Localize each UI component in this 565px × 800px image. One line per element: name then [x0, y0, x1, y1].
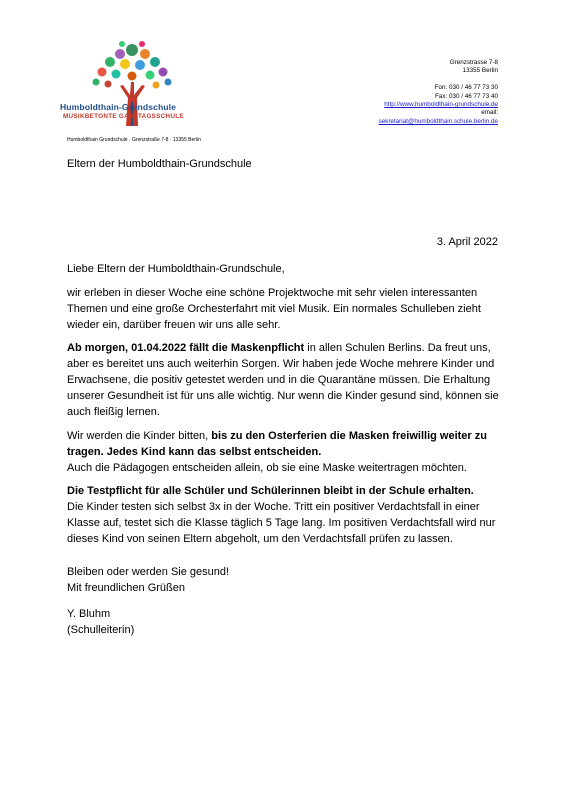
- paragraph-4-text: Die Kinder testen sich selbst 3x in der Woche. Tritt ein positiver Verdachtsfall in einer Klasse auf, testet sich die Klasse täglich 5 Tage lang. Im positiven Verdachtsfall wird nur dieses Kind von seinen Eltern abgeholt, um den Verdachtsfall prüfen zu lassen.: [67, 501, 496, 546]
- email-link[interactable]: sekretariat@humboldthain.schule.berlin.de: [378, 117, 498, 125]
- closing-line-2: Mit freundlichen Grüßen: [67, 581, 185, 594]
- sender-line: Humboldthain Grundschule · Grenzstraße 7-8 · 13355 Berlin: [67, 137, 201, 143]
- school-logo-subtitle: MUSIKBETONTE GANZTAGSSCHULE: [63, 113, 184, 120]
- paragraph-3: [67, 429, 507, 461]
- paragraph-3-start: Wir werden die Kinder bitten,: [67, 429, 212, 442]
- contact-phone: Fon: 030 / 46 77 73 30: [434, 84, 498, 92]
- salutation: Liebe Eltern der Humboldthain-Grundschule,: [67, 263, 285, 275]
- paragraph-2: [67, 341, 507, 421]
- contact-block: [379, 59, 498, 126]
- letter-date: 3. April 2022: [436, 236, 498, 248]
- paragraph-4-bold: Die Testpflicht für alle Schüler und Schülerinnen bleibt in der Schule erhalten.: [67, 485, 474, 498]
- contact-fax: Fax: 030 / 46 77 73 40: [434, 92, 498, 100]
- paragraph-2-text: in allen Schulen Berlins. Da freut uns, aber es bereitet uns auch weiterhin Sorgen. Wir haben jede Woche mehrere Kinder und Erwachsene, die positiv getestet werden und in die Quarantäne müssen. Die Erhaltung unserer Gesundheit ist für uns alle wichtig. Nur wenn die Kinder gesund sind, können sie auch fleißig lernen.: [67, 342, 499, 419]
- paragraph-3-line-2: Auch die Pädagogen entscheiden allein, ob sie eine Maske weitertragen möchten.: [67, 461, 467, 474]
- school-logo-name: Humboldthain-Grundschule: [60, 102, 177, 112]
- signer-name: Y. Bluhm: [67, 607, 111, 620]
- letter-body: [67, 262, 507, 556]
- closing-line-1: Bleiben oder werden Sie gesund!: [67, 566, 230, 578]
- recipient: Eltern der Humboldthain-Grundschule: [67, 158, 252, 170]
- paragraph-1: wir erleben in dieser Woche eine schöne Projektwoche mit sehr vielen interessanten Themen und eine große Orchesterfahrt mit viel Musik. Ein normales Schulleben zieht wieder ein, darüber freuen wir uns alle sehr.: [67, 286, 481, 331]
- paragraph-4: [67, 484, 507, 548]
- closing-lines: [67, 565, 229, 597]
- signer-role: (Schulleiterin): [67, 623, 135, 636]
- paragraph-3-bold: bis zu den Osterferien die Masken freiwillig weiter zu tragen. Jedes Kind kann das selbst entscheiden.: [67, 429, 487, 458]
- paragraph-2-bold: Ab morgen, 01.04.2022 fällt die Maskenpflicht: [67, 342, 305, 355]
- contact-email-label: email:: [481, 109, 498, 117]
- website-link[interactable]: http://www.humboldthain-grundschule.de: [384, 101, 498, 109]
- letter-closing: [67, 565, 229, 649]
- contact-street: Grenzstrasse 7-8: [449, 59, 498, 66]
- signature-block: [67, 607, 229, 639]
- contact-city: 13355 Berlin: [462, 67, 498, 75]
